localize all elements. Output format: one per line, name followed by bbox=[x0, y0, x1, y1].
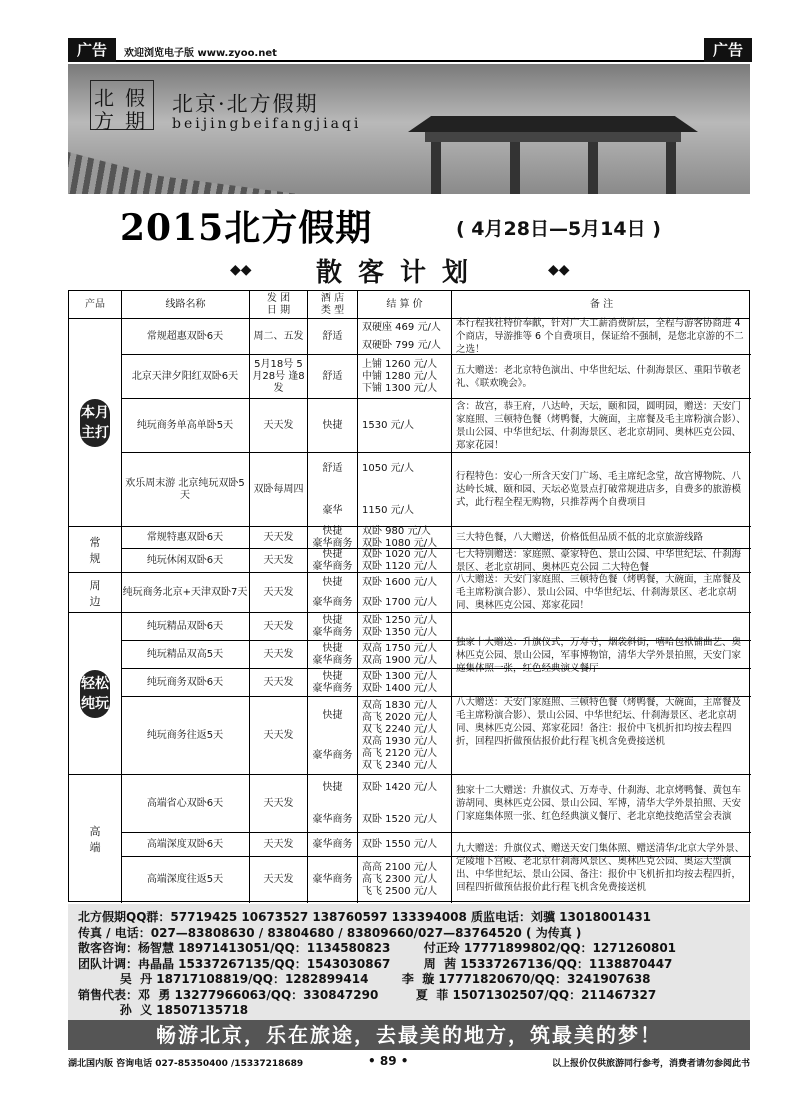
category-leisure: 轻松纯玩 bbox=[69, 613, 121, 775]
subtitle: 散客计划 bbox=[315, 258, 484, 288]
banner bbox=[68, 64, 750, 194]
category-regular: 常规 bbox=[69, 527, 121, 573]
header-price: 结 算 价 bbox=[357, 291, 451, 319]
table-row: 纯玩商务往返5天 天天发 快捷 豪华商务 双高 1830 元/人 高飞 2020 元/人 双飞 2240 元/人 双高 1930 元/人 高飞 2120 元/人 双飞 2340 元/人 bbox=[121, 697, 751, 775]
table-row: 高端深度往返5天 天天发 豪华商务 高高 2100 元/人 高飞 2300 元/人 飞飞 2500 元/人 bbox=[121, 857, 751, 903]
page-footer bbox=[68, 1054, 750, 1070]
table-row: 纯玩商务北京+天津双卧7天 天天发 快捷 豪华商务 双卧 1600 元/人 双卧 1700 元/人 八大赠送：天安门家庭照、三顿特色餐（烤鸭餐，大碗面，主席餐及毛主席粉演合影）、景山公园、中华世纪坛、什刹海景区、老北京胡同、奥林匹克公园、郑家花园！ bbox=[121, 573, 751, 613]
footer-left: 湖北国内版 咨询电话 027-85350400 /15337218689 bbox=[68, 1059, 304, 1069]
table-header bbox=[69, 291, 749, 319]
header-departure: 发 团 日 期 bbox=[249, 291, 307, 319]
table-row: 欢乐周末游 北京纯玩双卧5天 双卧每周四 舒适 豪华 1050 元/人 1150 元/人 行程特色：安心一所含天安门广场、毛主席纪念堂，故宫博物院、八达岭长城、颐和园、天坛必览景点打破常规进店多，自费多的旅游模式，此行程全程无购物，只推荐两个自费项目 bbox=[121, 453, 751, 527]
table-row: 高端省心双卧6天 天天发 快捷 豪华商务 双卧 1420 元/人 双卧 1520 元/人 独家十二大赠送：升旗仪式、万寿寺、什刹海、北京烤鸭餐、黄包车游胡同、奥林匹克公园、景山公园、军博，清华大学外景拍照、天安门家庭集体照一张、红色经典演义餐厅、老北京绝技绝活堂会表演 bbox=[121, 775, 751, 833]
great-wall-image bbox=[68, 134, 298, 194]
brand-name: 北京·北方假期 bbox=[172, 92, 319, 116]
page-number: • 89 • bbox=[368, 1054, 409, 1068]
category-nearby: 周边 bbox=[69, 573, 121, 613]
diamond-left-icon: ◆◆ bbox=[230, 262, 252, 278]
header-product: 产品 bbox=[85, 299, 105, 310]
table-row: 纯玩休闲双卧6天 天天发 快捷 豪华商务 双卧 1020 元/人 双卧 1120 元/人 七大特别赠送：家庭照、豪家特色、景山公园、中华世纪坛、什刹海景区、老北京胡同、奥林匹克公园 二大特色餐 bbox=[121, 549, 751, 573]
page-title: 2015北方假期 bbox=[120, 207, 373, 249]
category-main: 本月主打 bbox=[69, 319, 121, 527]
table-row: 常规超惠双卧6天 周二、五发 舒适 双硬座 469 元/人 双硬卧 799 元/人 本行程我社特价奉献，针对广大工薪消费阶层，全程与游客协商进 4 个商店，导游推等 6 个自费项目，保证给不强制，是您北京游的不二之选！ bbox=[121, 319, 751, 355]
header-hotel: 酒 店 类 型 bbox=[307, 291, 357, 319]
contact-info: 北方假期QQ群：57719425 10673527 138760597 133394008 质监电话：刘骥 13018001431 传真 / 电话：027—83808630 / 83804680 / 83809660/027—83764520 ( 为传真 ) 散客咨询：杨智慧 18971413051/QQ：1134580823 付正玲 17771899802/QQ：1271260801 团队计调：冉晶晶 15337267135/QQ：1543030867 周 茜 15337267136/QQ：1138870447 吴 丹 18717108819/QQ：1282899414 李 璇 17771820670/QQ：3241907638 销售代表：邓 勇 13277966063/QQ：330847290 夏 菲 15071302507/QQ：211467327 孙 义 18507135718 bbox=[68, 904, 750, 1020]
slogan-banner: 畅游北京，乐在旅途，去最美的地方，筑最美的梦！ bbox=[68, 1020, 750, 1050]
paifang-gate-image bbox=[408, 116, 698, 194]
table-row: 纯玩商务双卧6天 天天发 快捷 豪华商务 双卧 1300 元/人 双卧 1400 元/人 八大赠送：天安门家庭照、三顿特色餐（烤鸭餐，大碗面，主席餐及毛主席粉演合影）、景山公园、中华世纪坛、什刹海景区、老北京胡同、奥林匹克公园、郑家花园！备注：报价中飞机折扣均按去程四折，回程四折做预估报价此行程飞机含免费接送机 bbox=[121, 669, 751, 697]
table-row: 纯玩精品双卧6天 天天发 快捷 豪华商务 双卧 1250 元/人 双卧 1350 元/人 独家十大赠送：升旗仪式，万寿寺，烟袋斜街，嘻哈包袱铺曲艺、奥林匹克公园、景山公园，军事博物馆，清华大学外景拍照，天安门家庭集体照一张，红色经典演义餐厅 bbox=[121, 613, 751, 641]
table-row: 北京天津夕阳红双卧6天 5月18号 5月28号 逢8发 舒适 上铺 1260 元/人 中铺 1280 元/人 下铺 1300 元/人 五大赠送：老北京特色演出、中华世纪坛、什刹海景区、重阳节敬老礼、《联欢晚会》。 bbox=[121, 355, 751, 399]
table-row: 高端深度双卧6天 天天发 豪华商务 双卧 1550 元/人 九大赠送：升旗仪式、赠送天安门集体照、赠送清华/北京大学外景、定陵地下宫殿、老北京什刹海风景区、奥林匹克公园、奥运大型演出、中华世纪坛、景山公园、备注：报价中飞机折扣均按去程四折，回程四折做预估报价此行程飞机含免费接送机 bbox=[121, 833, 751, 857]
header-route: 线路名称 bbox=[121, 291, 249, 319]
brand-logo: 北 假 方 期 bbox=[90, 80, 154, 130]
table-row: 纯玩精品双高5天 天天发 快捷 豪华商务 双高 1750 元/人 双高 1900 元/人 bbox=[121, 641, 751, 669]
ad-tag-right: 广告 bbox=[704, 38, 752, 62]
date-range: ( 4月28日—5月14日 ) bbox=[456, 218, 661, 240]
header-note: 备 注 bbox=[451, 291, 751, 319]
table-row: 常规特惠双卧6天 天天发 快捷 豪华商务 双卧 980 元/人 双卧 1080 元/人 三大特色餐，八大赠送，价格低但品质不低的北京旅游线路 bbox=[121, 527, 751, 549]
category-premium: 高端 bbox=[89, 825, 101, 854]
diamond-right-icon: ◆◆ bbox=[548, 262, 570, 278]
brand-pinyin: beijingbeifangjiaqi bbox=[172, 116, 362, 132]
tour-price-table bbox=[68, 290, 750, 902]
welcome-text: 欢迎浏览电子版 www.zyoo.net bbox=[124, 48, 277, 59]
ad-tag-left: 广告 bbox=[68, 38, 116, 62]
table-row: 纯玩商务单高单卧5天 天天发 快捷 1530 元/人 含：故宫，恭王府，八达岭，天坛，颐和园，圆明园，赠送：天安门家庭照、三顿特色餐（烤鸭餐，大碗面，主席餐及毛主席粉演合影）、景山公园、中华世纪坛、什刹海景区、老北京胡同、奥林匹克公园、郑家花园！ bbox=[121, 399, 751, 453]
footer-disclaimer: 以上报价仅供旅游同行参考，消费者请勿参阅此书 bbox=[551, 1059, 750, 1069]
